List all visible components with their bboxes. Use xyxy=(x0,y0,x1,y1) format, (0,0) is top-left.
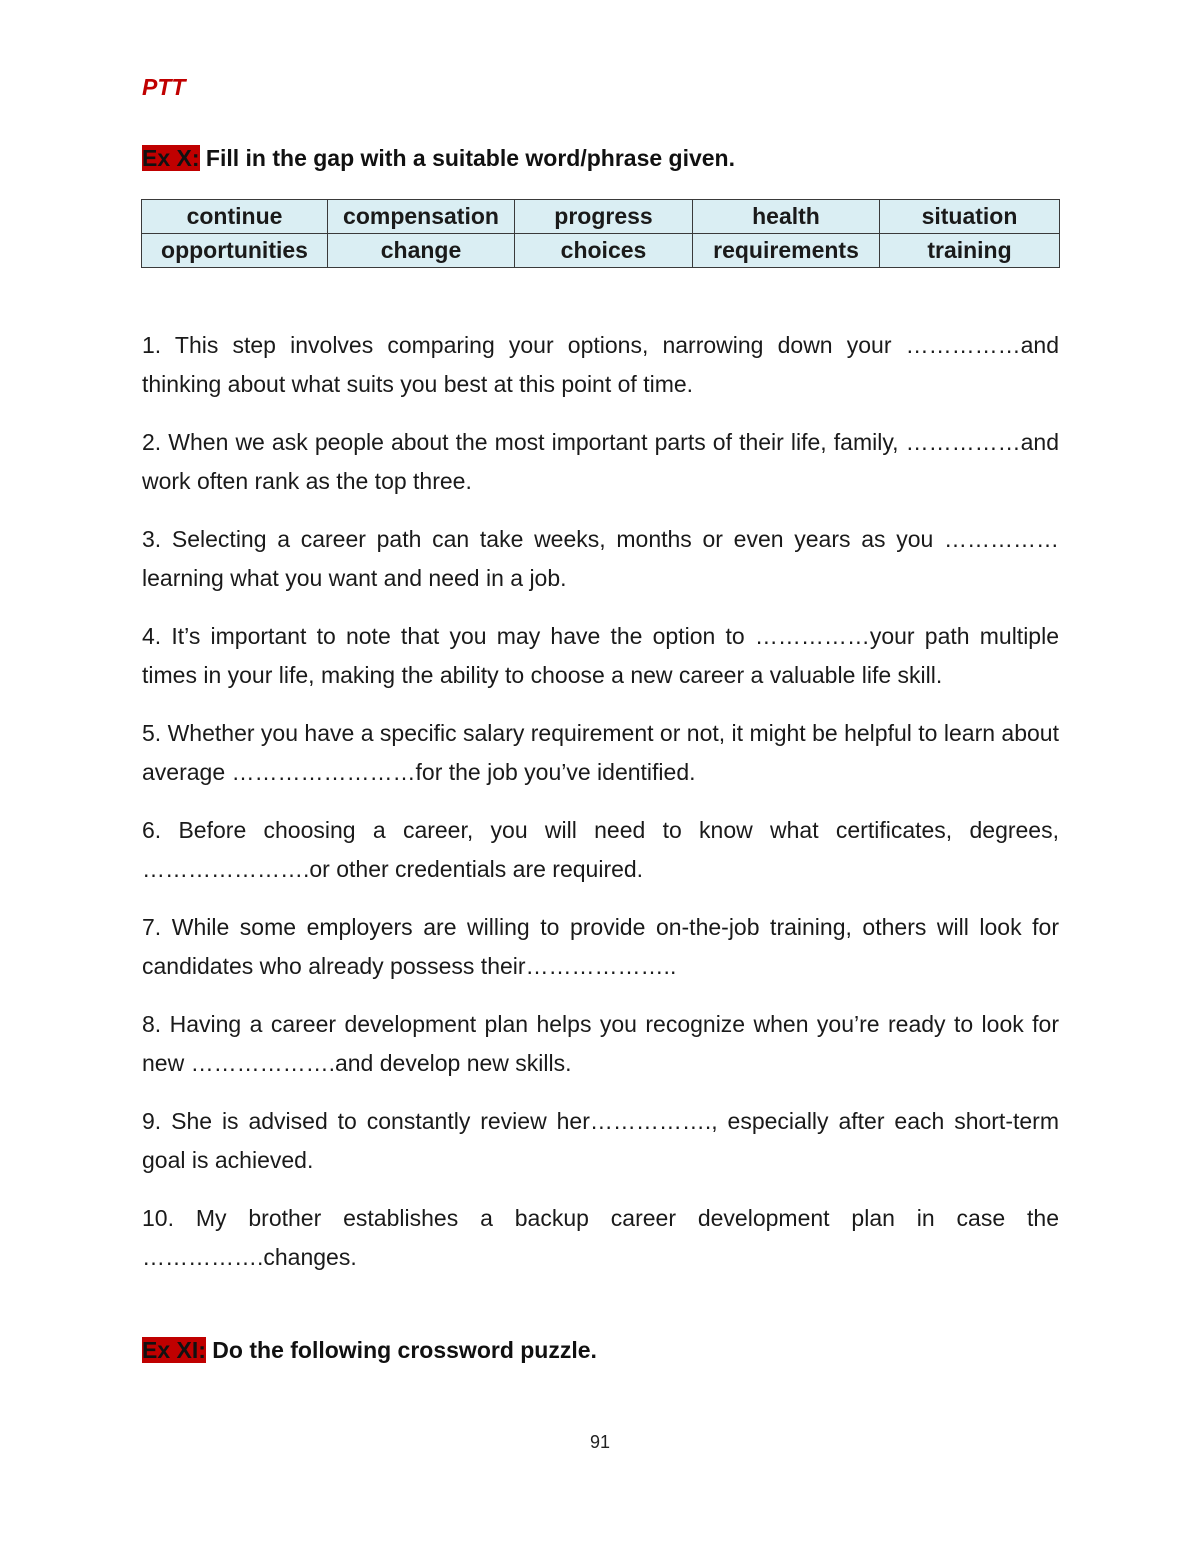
word-cell: progress xyxy=(515,200,693,234)
word-cell: training xyxy=(880,234,1060,268)
question-item: 6. Before choosing a career, you will need to know what certificates, degrees, ………………….or other credentials are required. xyxy=(142,817,1059,882)
question-item: 7. While some employers are willing to provide on-the-job training, others will look for candidates who already possess their……………….. xyxy=(142,914,1059,979)
question-item: 3. Selecting a career path can take weeks, months or even years as you ……………learning what you want and need in a job. xyxy=(142,526,1059,591)
word-cell: opportunities xyxy=(142,234,328,268)
question-item: 10. My brother establishes a backup career development plan in case the …………….changes. xyxy=(142,1205,1059,1270)
question-item: 1. This step involves comparing your options, narrowing down your ……………and thinking about what suits you best at this point of time. xyxy=(142,332,1059,397)
page-number: 91 xyxy=(589,1432,611,1452)
word-cell: requirements xyxy=(693,234,880,268)
word-cell: health xyxy=(693,200,880,234)
exercise-11-instruction: Do the following crossword puzzle. xyxy=(205,1337,597,1363)
question-item: 9. She is advised to constantly review her……………., especially after each short-term goal is achieved. xyxy=(142,1108,1059,1173)
exercise-10-tag: Ex X: xyxy=(142,145,200,171)
question-item: 8. Having a career development plan helps you recognize when you’re ready to look for new ……………….and develop new skills. xyxy=(142,1011,1059,1076)
exercise-11-title xyxy=(142,1337,597,1364)
word-box-table xyxy=(141,199,1060,268)
word-cell: continue xyxy=(142,200,328,234)
exercise-10-title xyxy=(142,145,735,172)
question-item: 4. It’s important to note that you may have the option to ……………your path multiple times in your life, making the ability to choose a new career a valuable life skill. xyxy=(142,623,1059,688)
word-box-row xyxy=(142,200,1060,234)
question-item: 2. When we ask people about the most important parts of their life, family, ……………and work often rank as the top three. xyxy=(142,429,1059,494)
page-header: PTT xyxy=(142,74,186,100)
question-list xyxy=(142,326,1059,1296)
exercise-10-instruction: Fill in the gap with a suitable word/phrase given. xyxy=(199,145,735,171)
word-box-row xyxy=(142,234,1060,268)
word-cell: change xyxy=(328,234,515,268)
word-cell: situation xyxy=(880,200,1060,234)
question-item: 5. Whether you have a specific salary requirement or not, it might be helpful to learn about average ……………………for the job you’ve identified. xyxy=(142,720,1059,785)
exercise-11-tag: Ex XI: xyxy=(142,1337,206,1363)
word-cell: compensation xyxy=(328,200,515,234)
word-cell: choices xyxy=(515,234,693,268)
